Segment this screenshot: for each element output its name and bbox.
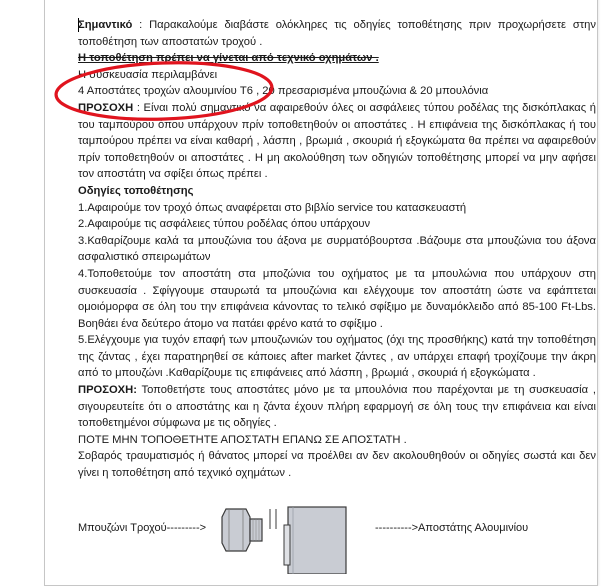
text-run: 1.Αφαιρούμε τον τροχό όπως αναφέρεται στο βιβλίο service του κατασκευαστή (78, 201, 467, 214)
document-paragraph (78, 216, 596, 233)
text-run: 2.Αφαιρούμε τις ασφάλειες τύπου ροδέλας όπου υπάρχουν (78, 218, 371, 231)
document-paragraph (78, 233, 596, 266)
document-paragraph (78, 17, 596, 50)
document-paragraph (78, 448, 596, 481)
text-run: : Παρακαλούμε διαβάστε ολόκληρες τις οδηγίες τοποθέτησης πριν προχωρήσετε στην τοποθέτηση των αποστατών τροχού . (78, 19, 596, 48)
text-run: 3.Καθαρίζουμε καλά τα μπουζώνια του άξονα με συρματόβουρτσα .Βάζουμε στα μπουζώνια του άξονα ασφαλιστικό σπειρωμάτων (78, 234, 596, 264)
document-paragraph (78, 382, 596, 432)
document-paragraph (78, 183, 596, 200)
text-run: : Είναι πολύ σημαντικό να αφαιρεθούν όλες οι ασφάλειες τύπου ροδέλας της δισκόπλακας ή του ταμπούρου όπου υπάρχουν πρίν τοποθετηθούν οι αποστάτες . Η επιφάνεια της δισκόπλακας ή του ταμπούρου πρέπει να είναι καθαρή , λάσπη , βρωμιά , σκουριά ή εξογκώματα θα πρέπει να αφαιρεθούν πρίν τοποθετηθούν οι αποστάτες . Η μη ακολούθηση των οδηγιών τοποθέτησης μπορεί να μην αφήσει τον αποστάτη να σφίξει όπως πρέπει . (78, 101, 596, 181)
document-paragraph (78, 432, 596, 449)
text-run: Σημαντικό (78, 19, 133, 31)
aluminium-spacer-icon (284, 507, 346, 574)
text-run: Η τοποθέτηση πρέπει να γίνεται από τεχνικό οχημάτων . (78, 52, 379, 65)
text-run: Η συσκευασία περιλαμβάνει (78, 68, 218, 81)
text-run: Οδηγίες τοποθέτησης (78, 184, 194, 197)
document-paragraph (78, 67, 596, 84)
text-run: ΠΡΟΣΟΧΗ: (78, 384, 137, 397)
paragraph-spacer (78, 482, 596, 491)
document-paragraph (78, 100, 596, 183)
aluminium-spacer-label: ---------->Αποστάτης Αλουμινίου (375, 522, 529, 534)
text-run: 4 Αποστάτες τροχών αλουμινίου T6 , 20 πρεσαρισμένα μπουζώνια & 20 μπουλόνια (78, 85, 489, 98)
document-paragraph (78, 332, 596, 382)
wheel-stud-label: Μπουζώνι Τροχού---------> (78, 522, 207, 534)
text-run: ΠΟΤΕ ΜΗΝ ΤΟΠΟΘΕΤΗΤΕ ΑΠΟΣΤΑΤΗ ΕΠΑΝΩ ΣΕ ΑΠΟΣΤΑΤΗ . (78, 433, 407, 446)
text-run: ΠΡΟΣΟΧΗ (78, 101, 134, 114)
text-run: 5.Ελέγχουμε για τυχόν επαφή των μπουζωνιών του οχήματος (όχι της προσθήκης) κατά την τοποθέτηση της ζάντας , έχει παρατηρηθεί σε κάποιες after market ζάντες , αν υπάρχει επαφή τροχίζουμε την άκρη από το μπουζώνι .Καθαρίζουμε τις επιφάνειες από λάσπη , βρωμιά , σκουριά ή εξογκώματα . (78, 334, 596, 380)
document-paragraph (78, 266, 596, 332)
wheel-stud-icon (222, 509, 276, 551)
document-paragraph (78, 83, 596, 100)
document-paragraph (78, 200, 596, 217)
text-run: Σοβαρός τραυματισμός ή θάνατος μπορεί να προέλθει αν δεν ακολουθηθούν οι οδηγίες σωστά και δεν γίνει η τοποθέτηση από τεχνικό οχημάτων . (78, 450, 596, 480)
text-run: 4.Τοποθετούμε τον αποστάτη στα μποζώνια του οχήματος με τα μπουλώνια που υπάρχουν στη συσκευασία . Σφίγγουμε σταυρωτά τα μπουζώνια και ελέγχουμε τον αποστάτη ώστε να εφάπτεται ομοιόμορφα σε όλη του την επιφάνεια κάνοντας το τελικό σφίξιμο με δυναμόκλειδο από 85-100 Ft-Lbs. Βοηθάει ένα δεύτερο άτομο να πατάει φρένο κατά το σφίξιμο . (78, 267, 596, 330)
document-body[interactable] (78, 17, 596, 491)
text-run: Τοποθετήστε τους αποστάτες μόνο με τα μπουλόνια που παρέχονται με τη συσκευασία , σιγουρευτείτε ότι ο αποστάτης και η ζάντα έχουν πλήρη εφαρμογή σε όλη τους την επιφάνεια και είναι τοποθετημένοι σύμφωνα με τις οδηγίες . (78, 384, 596, 430)
installation-diagram (0, 495, 607, 574)
document-paragraph (78, 50, 596, 67)
